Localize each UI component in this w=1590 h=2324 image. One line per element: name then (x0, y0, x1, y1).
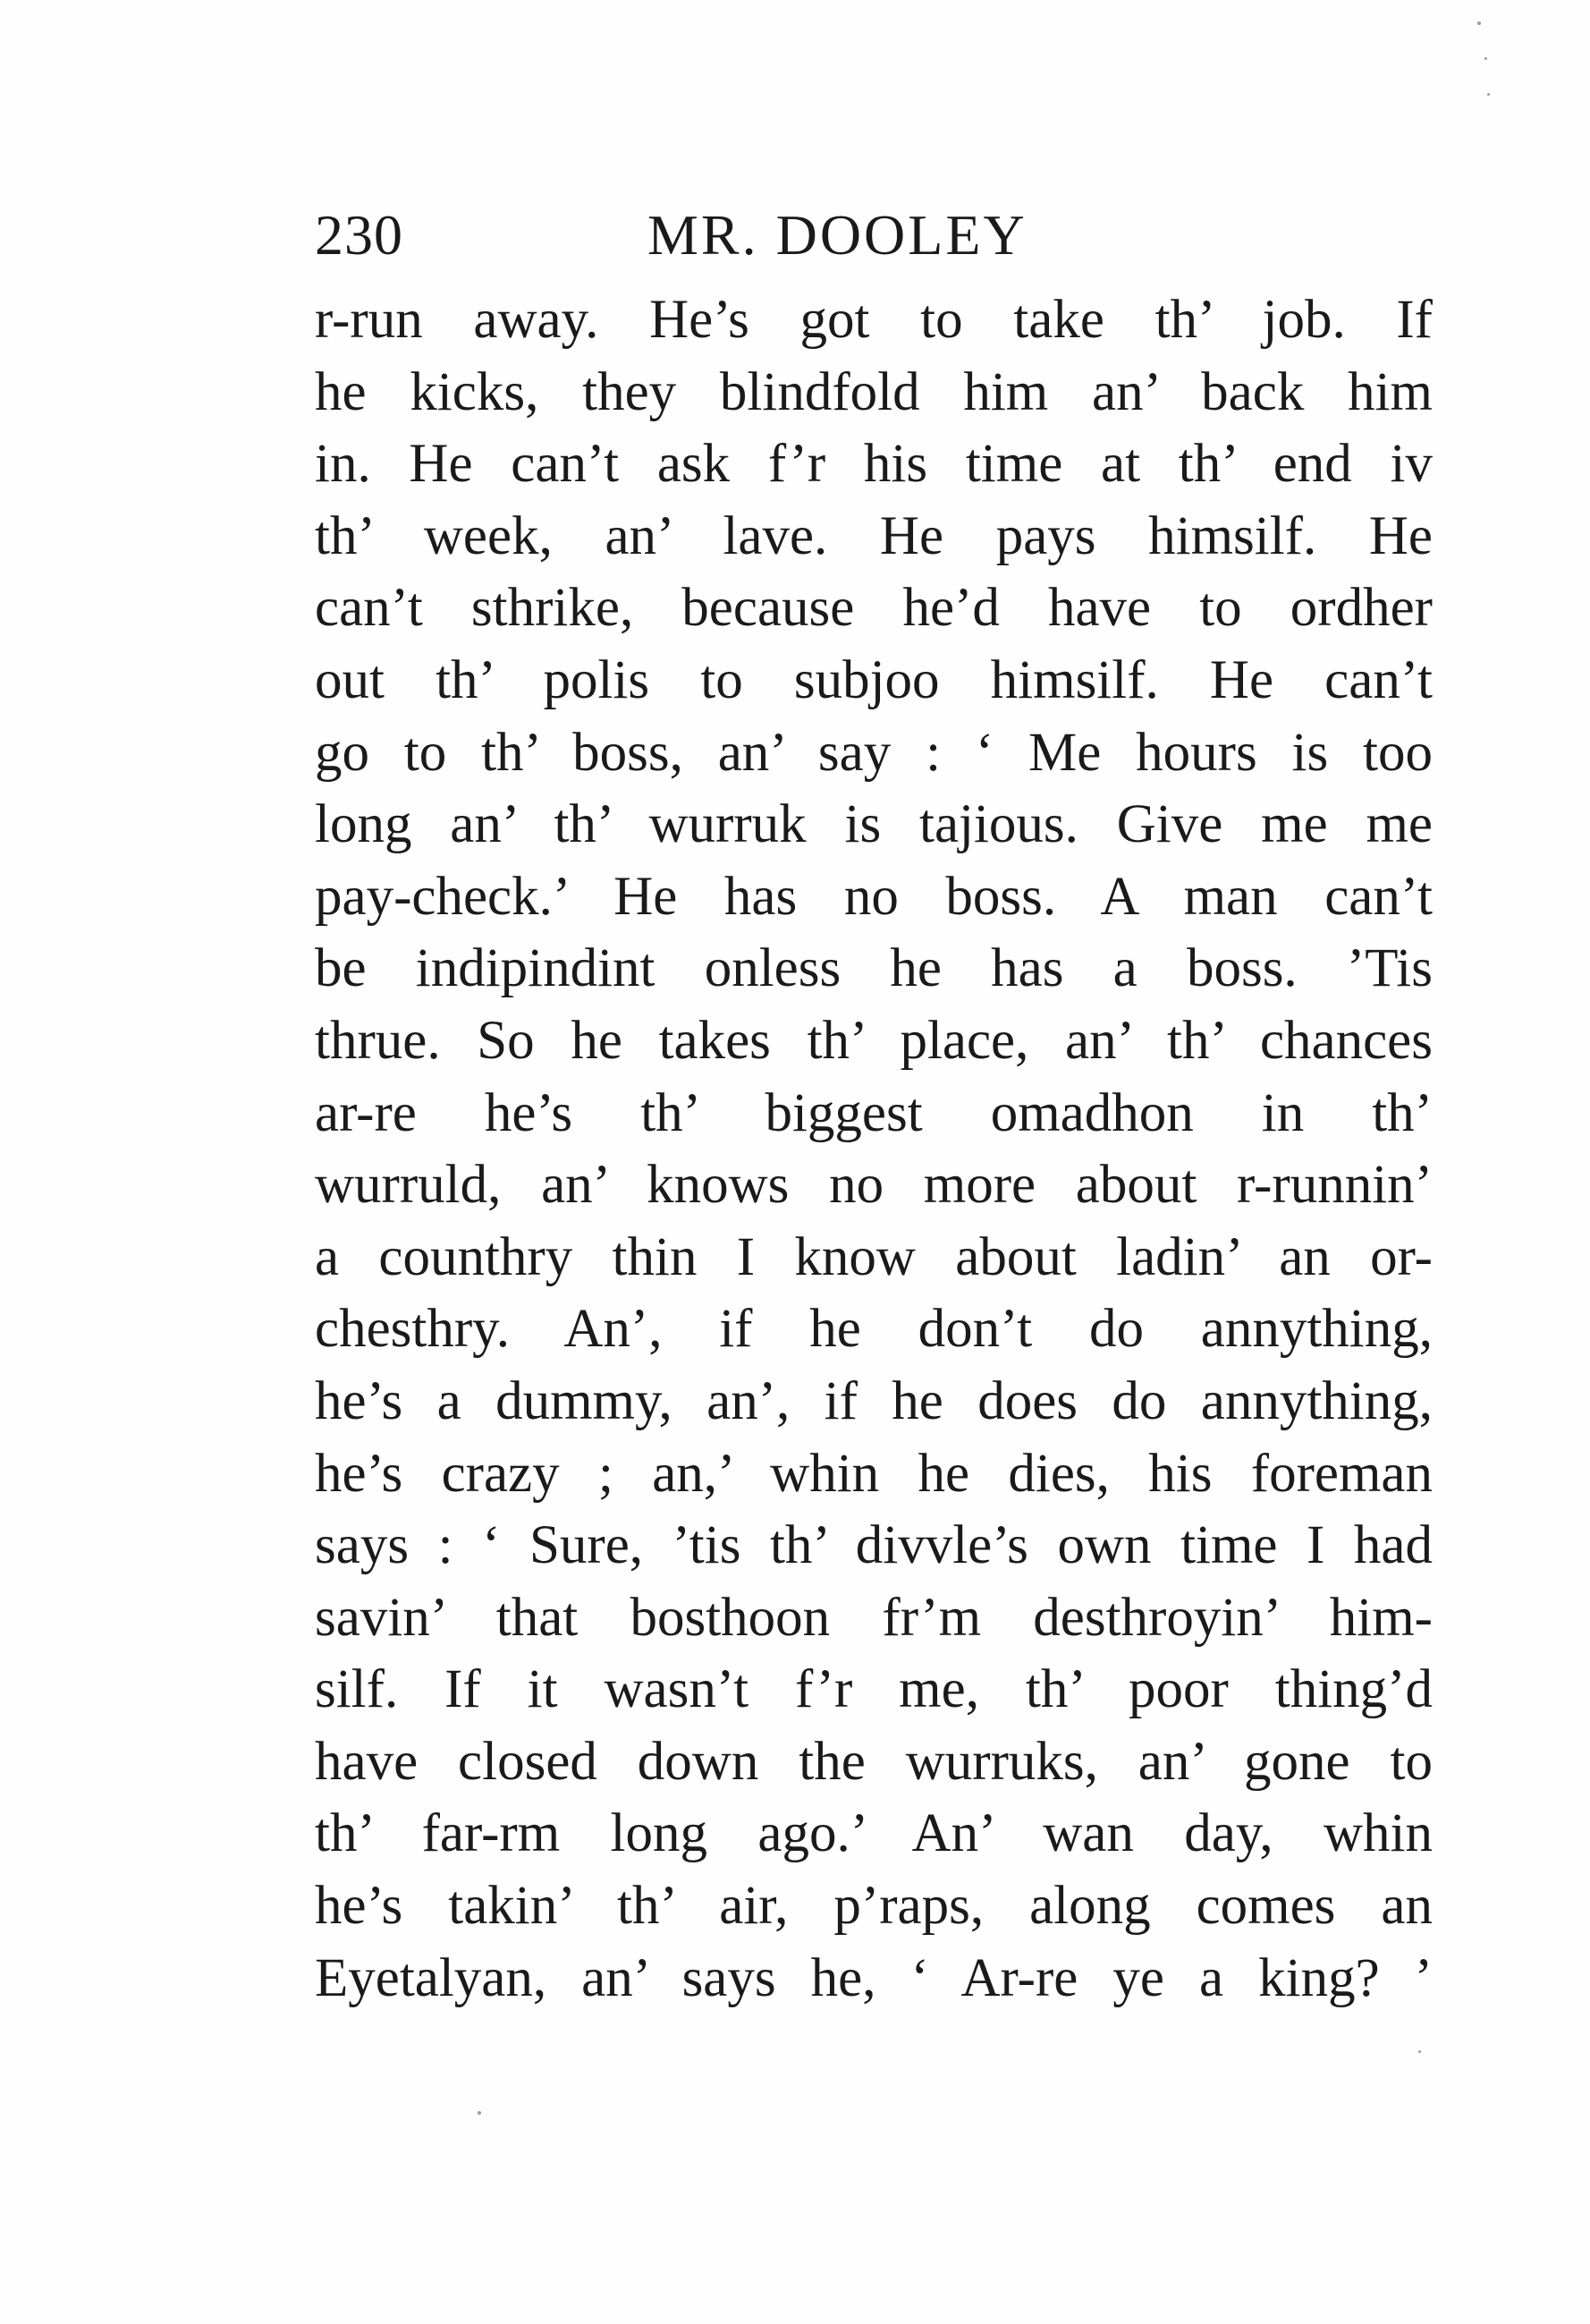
text-line: be indipindint onless he has a boss. ’Tis (315, 938, 1433, 999)
body-text (315, 284, 1433, 2014)
text-line: in. He can’t ask f’r his time at th’ end iv (315, 434, 1433, 495)
text-line: he kicks, they blindfold him an’ back him (315, 361, 1433, 422)
text-line: have closed down the wurruks, an’ gone to (315, 1731, 1433, 1792)
text-line: ar-re he’s th’ biggest omadhon in th’ (315, 1082, 1433, 1143)
text-line: wurruld, an’ knows no more about r-runnin’ (315, 1155, 1433, 1216)
text-line: thrue. So he takes th’ place, an’ th’ chances (315, 1010, 1433, 1071)
paper-speck (1484, 57, 1487, 60)
text-line: r-run away. He’s got to take th’ job. If (315, 290, 1433, 350)
text-line: go to th’ boss, an’ say : ‘ Me hours is too (315, 722, 1433, 783)
text-line: silf. If it wasn’t f’r me, th’ poor thing’d (315, 1659, 1433, 1720)
paper-speck (1477, 21, 1481, 25)
text-line: pay-check.’ He has no boss. A man can’t (315, 866, 1433, 927)
text-line: th’ week, an’ lave. He pays himsilf. He (315, 505, 1433, 566)
text-line: he’s crazy ; an,’ whin he dies, his foreman (315, 1443, 1433, 1504)
text-line: out th’ polis to subjoo himsilf. He can’t (315, 649, 1433, 710)
text-line: savin’ that bosthoon fr’m desthroyin’ him- (315, 1587, 1433, 1648)
paper-speck (478, 2111, 481, 2115)
text-line: chesthry. An’, if he don’t do annything, (315, 1299, 1433, 1360)
paper-speck (1487, 93, 1490, 96)
running-head (315, 195, 1424, 276)
paper-speck (1418, 2050, 1421, 2053)
text-line: long an’ th’ wurruk is tajious. Give me me (315, 794, 1433, 855)
text-line: he’s a dummy, an’, if he does do annything, (315, 1370, 1433, 1431)
running-title: MR. DOOLEY (647, 203, 1028, 267)
page-number: 230 (315, 203, 403, 267)
text-line: Eyetalyan, an’ says he, ‘ Ar-re ye a king? ’ (315, 1947, 1433, 2008)
text-line: th’ far-rm long ago.’ An’ wan day, whin (315, 1803, 1433, 1864)
text-line: can’t sthrike, because he’d have to ordher (315, 578, 1433, 639)
text-line: says : ‘ Sure, ’tis th’ divvle’s own time I had (315, 1515, 1433, 1576)
text-line: he’s takin’ th’ air, p’raps, along comes an (315, 1876, 1433, 1937)
text-line: a counthry thin I know about ladin’ an or- (315, 1226, 1433, 1287)
